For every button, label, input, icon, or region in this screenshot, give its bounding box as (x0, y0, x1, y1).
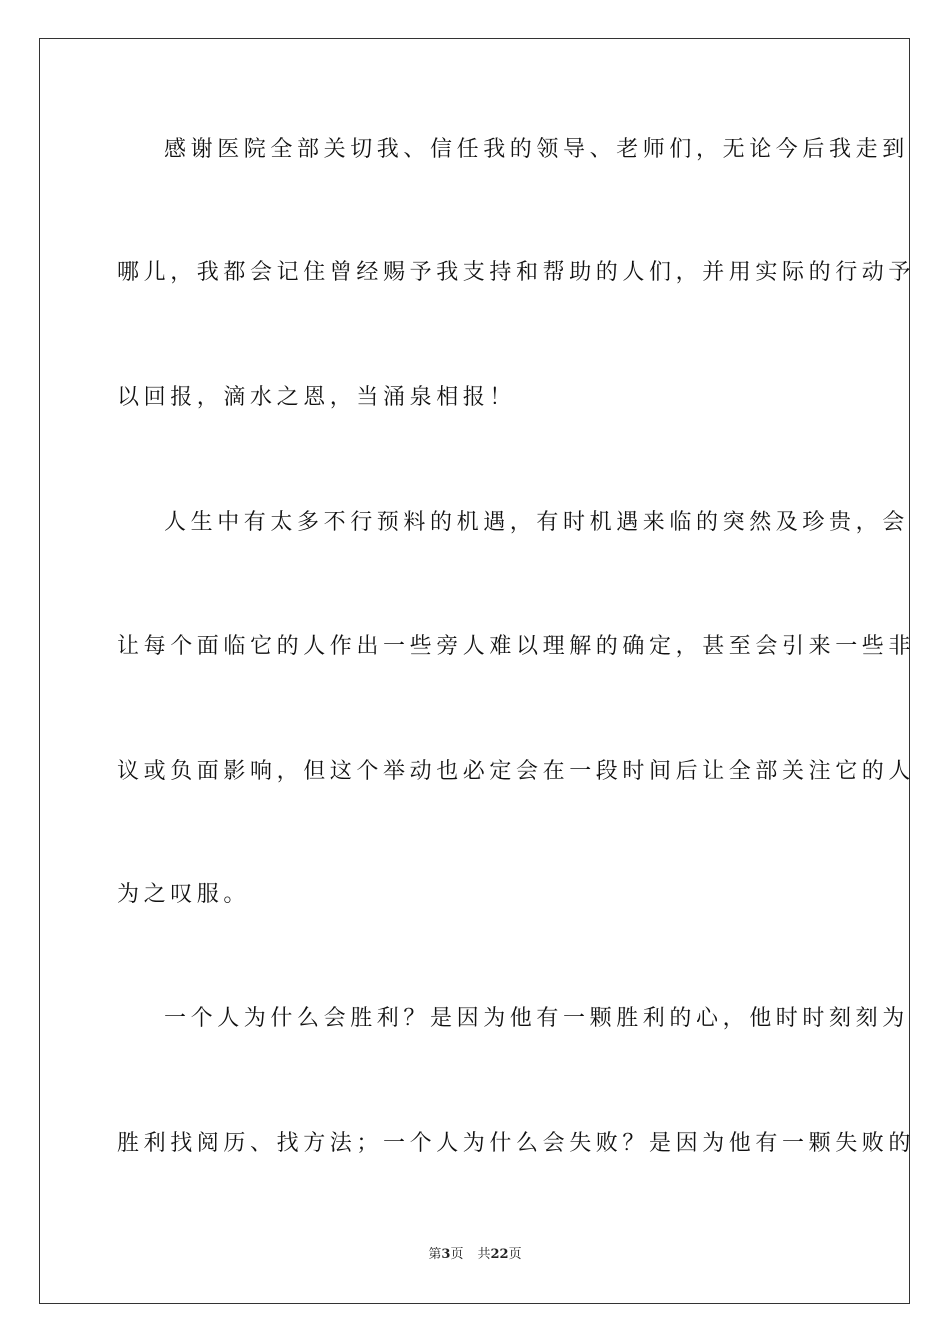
total-pages: 22 (490, 1247, 509, 1262)
paragraph-line: 议或负面影响，但这个举动也必定会在一段时间后让全部关注它的人 (117, 759, 916, 784)
paragraph-line: 哪儿，我都会记住曾经赐予我支持和帮助的人们，并用实际的行动予 (117, 260, 916, 285)
page-border (39, 38, 916, 1304)
page-number: 3 (441, 1247, 451, 1262)
page-suffix: 页 (450, 1247, 464, 1262)
paragraph-line: 以回报，滴水之恩，当涌泉相报！ (117, 385, 517, 410)
paragraph-line: 感谢医院全部关切我、信任我的领导、老师们，无论今后我走到 (164, 137, 909, 162)
paragraph-line: 让每个面临它的人作出一些旁人难以理解的确定，甚至会引来一些非 (117, 634, 916, 659)
paragraph-line: 人生中有太多不行预料的机遇，有时机遇来临的突然及珍贵，会 (164, 510, 909, 535)
paragraph-line: 为之叹服。 (117, 882, 251, 907)
page-prefix: 第 (428, 1247, 442, 1262)
paragraph-line: 胜利找阅历、找方法；一个人为什么会失败？是因为他有一颗失败的 (117, 1131, 916, 1156)
total-suffix: 页 (508, 1247, 522, 1262)
paragraph-line: 一个人为什么会胜利？是因为他有一颗胜利的心，他时时刻刻为 (164, 1006, 909, 1031)
page-footer (0, 1246, 950, 1264)
total-prefix: 共 (477, 1247, 491, 1262)
